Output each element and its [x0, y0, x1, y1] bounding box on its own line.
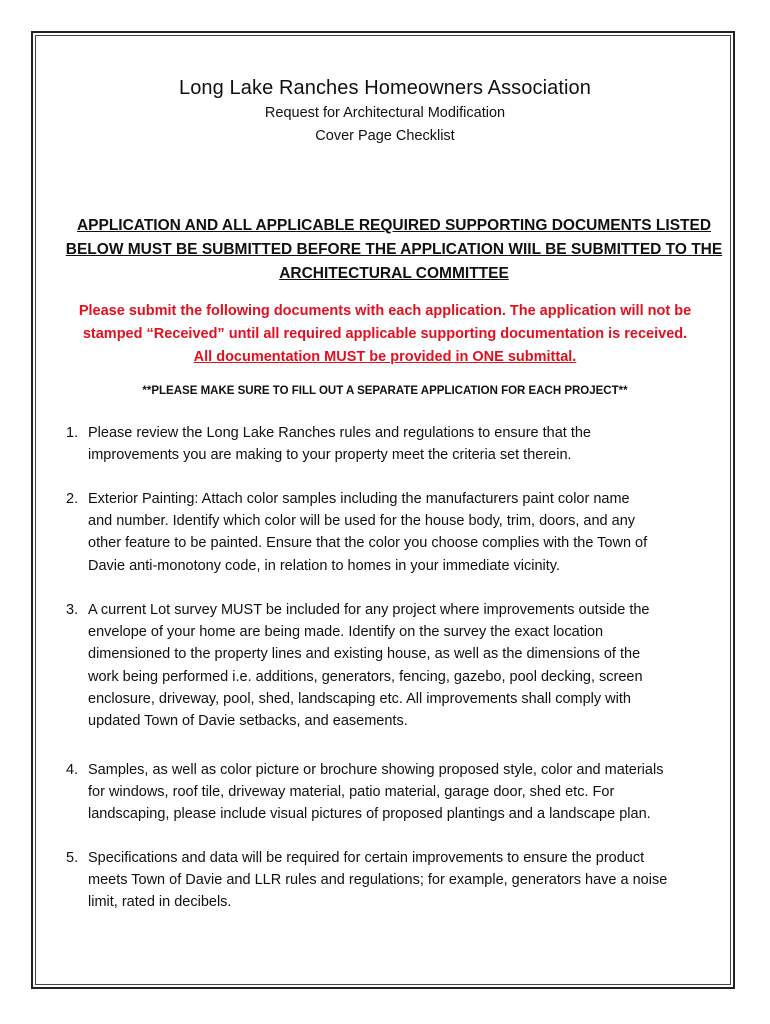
list-item-line: other feature to be painted. Ensure that the color you choose complies with the Town of [88, 535, 648, 552]
list-item-line: updated Town of Davie setbacks, and easements. [88, 713, 408, 730]
list-item-text [88, 422, 730, 466]
list-item-line: Exterior Painting: Attach color samples including the manufacturers paint color name [88, 491, 630, 507]
notice-line-underlined: All documentation MUST be provided in ONE submittal. [193, 349, 577, 365]
list-item-number: 3. [66, 602, 79, 618]
list-item-line: envelope of your home are being made. Identify on the survey the exact location [88, 624, 604, 641]
red-notice [58, 300, 712, 369]
document-subtitle-checklist: Cover Page Checklist [315, 128, 455, 144]
list-item-line: improvements you are making to your property meet the criteria set therein. [88, 447, 572, 464]
heading-line: BELOW MUST BE SUBMITTED BEFORE THE APPLICATION WIIL BE SUBMITTED TO THE [65, 241, 723, 258]
list-item-line: dimensioned to the property lines and existing house, as well as the dimensions of the [88, 646, 641, 663]
list-item-number: 2. [66, 491, 79, 507]
list-item-line: landscaping, please include visual pictures of proposed plantings and a landscape plan. [88, 806, 651, 823]
separate-application-notice: **PLEASE MAKE SURE TO FILL OUT A SEPARATE APPLICATION FOR EACH PROJECT** [142, 385, 628, 397]
list-item [66, 422, 730, 466]
list-item-line: enclosure, driveway, pool, shed, landscaping etc. All improvements shall comply with [88, 690, 631, 707]
list-item-line: Specifications and data will be required for certain improvements to ensure the product [88, 850, 645, 866]
submission-requirement-heading [58, 214, 730, 286]
heading-line: APPLICATION AND ALL APPLICABLE REQUIRED SUPPORTING DOCUMENTS LISTED [76, 217, 712, 234]
list-item-line: meets Town of Davie and LLR rules and regulations; for example, generators have a noise [88, 872, 668, 889]
list-item-number: 4. [66, 762, 79, 778]
list-item [66, 488, 730, 577]
list-item [66, 759, 730, 826]
heading-line: ARCHITECTURAL COMMITTEE [279, 265, 509, 282]
list-item-number: 1. [66, 425, 79, 441]
list-item-text [88, 847, 730, 914]
list-item-text [88, 599, 730, 732]
list-item-line: limit, rated in decibels. [88, 894, 232, 911]
list-item-line: and number. Identify which color will be used for the house body, trim, doors, and any [88, 513, 636, 530]
list-item-line: Please review the Long Lake Ranches rules and regulations to ensure that the [88, 425, 591, 441]
list-item-line: Davie anti-monotony code, in relation to homes in your immediate vicinity. [88, 557, 561, 574]
list-item-line: A current Lot survey MUST be included for any project where improvements outside the [88, 602, 650, 618]
list-item [66, 599, 730, 732]
document-subtitle: Request for Architectural Modification [264, 105, 506, 121]
list-item-number: 5. [66, 850, 79, 866]
list-item-line: for windows, roof tile, driveway material, patio material, garage door, shed etc. For [88, 784, 615, 801]
list-item [66, 847, 730, 914]
list-item-line: work being performed i.e. additions, generators, fencing, gazebo, pool decking, screen [88, 668, 643, 685]
list-item-line: Samples, as well as color picture or brochure showing proposed style, color and materials [88, 762, 664, 778]
list-item-text [88, 759, 730, 826]
document-title: Long Lake Ranches Homeowners Association [178, 77, 592, 99]
list-item-text [88, 488, 730, 577]
notice-line: stamped “Received” until all required applicable supporting documentation is received. [82, 326, 688, 342]
notice-line: Please submit the following documents with each application. The application will not be [78, 303, 692, 319]
